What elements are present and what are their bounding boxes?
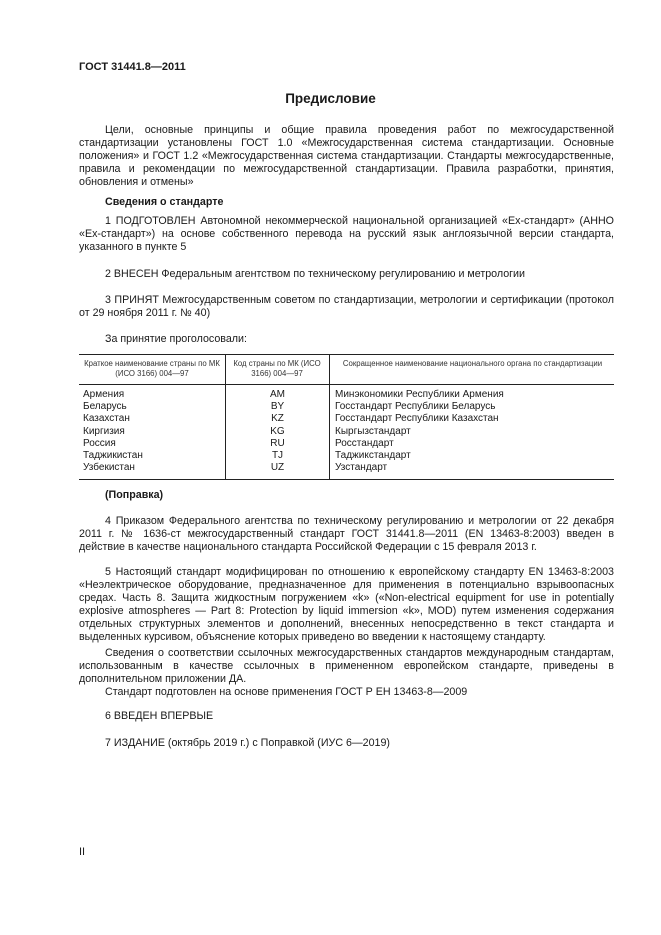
table-header-code: Код страны по МК (ИСО 3166) 004—97 (233, 359, 321, 378)
item-3-paragraph: 3 ПРИНЯТ Межгосударственным советом по стандартизации, метрологии и сертификации (протокол от 29 ноября 2011 г. № 40) (79, 294, 614, 319)
table-cell-country: Россия (83, 437, 116, 449)
vote-label: За принятие проголосовали: (105, 333, 247, 345)
item-1-paragraph: 1 ПОДГОТОВЛЕН Автономной некоммерческой национальной организацией «Ех-стандарт» (АННО «Ех-стандарт») на основе собственного перевода на русский язык англоязычной версии стандарта, указанного в пункте 5 (79, 215, 614, 253)
voting-table (79, 354, 614, 480)
item-5-references: Сведения о соответствии ссылочных межгосударственных стандартов международным стандартам, использованным в качестве ссылочных в примененном европейском стандарте, приведены в дополнительном приложении ДА. (79, 647, 614, 685)
table-cell-code: KZ (271, 413, 284, 425)
table-cell-code: TJ (271, 450, 284, 462)
table-cell-code: BY (270, 401, 285, 413)
code-column (226, 389, 329, 474)
table-cell-country: Узбекистан (83, 462, 135, 474)
table-cell-country: Казахстан (83, 413, 130, 425)
table-cell-code: RU (270, 437, 285, 449)
table-cell-body: Таджикстандарт (335, 450, 411, 462)
item-6-paragraph: 6 ВВЕДЕН ВПЕРВЫЕ (105, 710, 214, 722)
item-2-paragraph: 2 ВНЕСЕН Федеральным агентством по техническому регулированию и метрологии (105, 268, 525, 280)
page-title: Предисловие (285, 91, 376, 106)
country-column (83, 389, 221, 474)
item-4-paragraph: 4 Приказом Федерального агентства по техническому регулированию и метрологии от 22 декабря 2011 г. № 1636-ст межгосударственный стандарт ГОСТ 31441.8—2011 (EN 13463-8:2003) введен в действие в качестве национального стандарта Российской Федерации с 15 февраля 2013 г. (79, 515, 614, 553)
table-cell-code: AM (270, 389, 285, 400)
table-cell-code: KG (270, 425, 285, 437)
table-cell-body: Узстандарт (335, 462, 388, 474)
table-cell-body: Минэкономики Республики Армения (335, 389, 504, 400)
item-5-paragraph: 5 Настоящий стандарт модифицирован по отношению к европейскому стандарту EN 13463-8:2003 «Неэлектрическое оборудование, предназначенное для применения в потенциально взрывоопасных средах. Часть 8. Защита жидкостным погружением «k» («Non-electrical equipment for use in potentially explosive atmospheres — Part 8: Protection by liquid immersion «k», MOD) путем изменения содержания отдельных структурных элементов и дополнений, внесенных непосредственно в текст стандарта и выделенных курсивом, объяснение которых приведено во введении к настоящему стандарту. (79, 566, 614, 643)
item-7-paragraph: 7 ИЗДАНИЕ (октябрь 2019 г.) с Поправкой (ИУС 6—2019) (105, 737, 390, 749)
item-5-basis: Стандарт подготовлен на основе применения ГОСТ Р ЕН 13463-8—2009 (105, 686, 468, 698)
table-cell-country: Беларусь (83, 401, 127, 413)
table-cell-body: Росстандарт (335, 437, 394, 449)
body-column (335, 389, 610, 474)
page-number: II (79, 846, 86, 858)
table-cell-body: Госстандарт Республики Казахстан (335, 413, 499, 425)
table-header-body: Сокращенное наименование национального органа по стандартизации (342, 359, 603, 368)
table-header-rule (79, 384, 614, 385)
table-header-country: Краткое наименование страны по МК (ИСО 3166) 004—97 (84, 359, 220, 378)
table-cell-country: Армения (83, 389, 125, 400)
document-header: ГОСТ 31441.8—2011 (79, 61, 186, 73)
table-cell-body: Кыргызстандарт (335, 425, 411, 437)
table-cell-body: Госстандарт Республики Беларусь (335, 401, 496, 413)
intro-paragraph: Цели, основные принципы и общие правила проведения работ по межгосударственной стандартизации установлены ГОСТ 1.0 «Межгосударственная система стандартизации. Основные положения» и ГОСТ 1.2 «Межгосударственная система стандартизации. Стандарты межгосударственные, правила и рекомендации по межгосударственной стандартизации. Правила разработки, принятия, обновления и отмены» (79, 124, 614, 188)
table-cell-code: UZ (270, 462, 285, 474)
amendment-label: (Поправка) (105, 489, 164, 501)
table-cell-country: Таджикистан (83, 450, 143, 462)
section-heading: Сведения о стандарте (105, 196, 224, 208)
table-cell-country: Киргизия (83, 425, 125, 437)
table-divider (329, 355, 330, 479)
